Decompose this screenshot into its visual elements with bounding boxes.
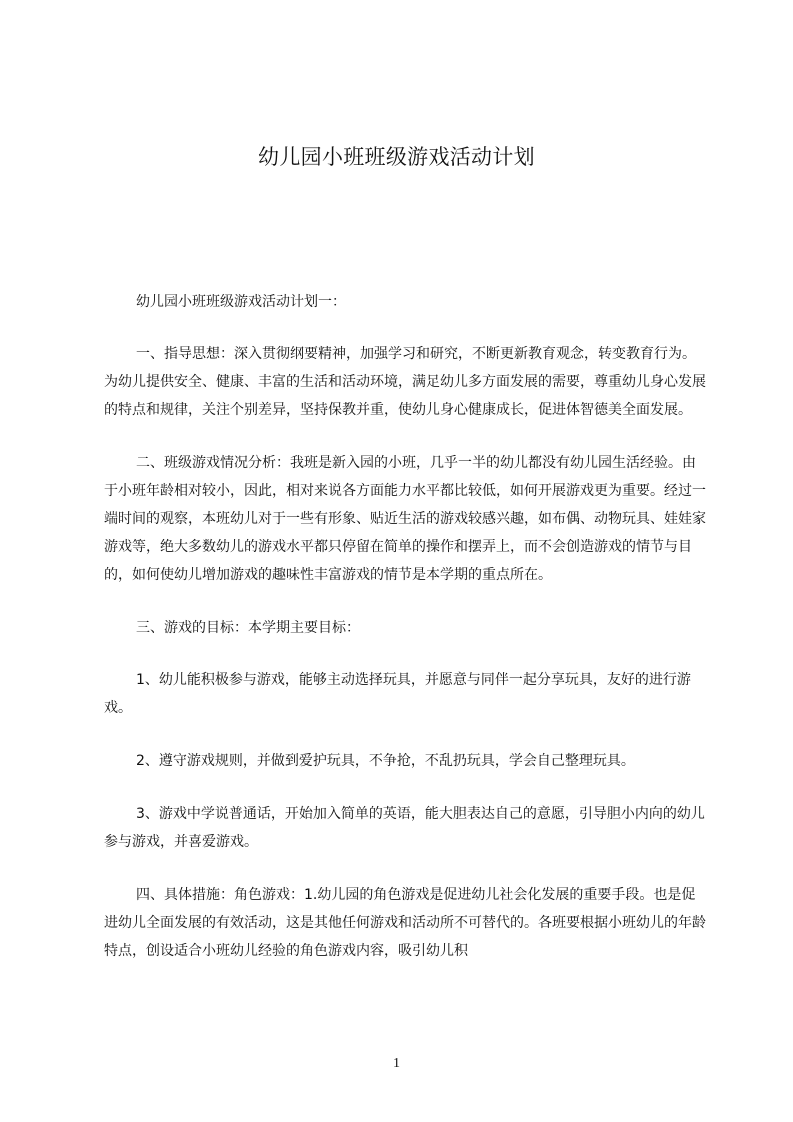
paragraph-guiding-thought: 一、指导思想：深入贯彻纲要精神，加强学习和研究，不断更新教育观念，转变教育行为。为幼儿提供安全、健康、丰富的生活和活动环境，满足幼儿多方面发展的需要，尊重幼儿身心发展的特点和规律，关注个别差异，坚持保教并重，使幼儿身心健康成长，促进体智德美全面发展。	[104, 346, 706, 418]
document-title: 幼儿园小班班级游戏活动计划	[258, 145, 535, 169]
page-number: 1	[393, 1056, 400, 1071]
paragraph-goal-2: 2、遵守游戏规则，并做到爱护玩具，不争抢，不乱扔玩具，学会自己整理玩具。	[136, 753, 635, 769]
paragraph-measures: 四、具体措施：角色游戏：1.幼儿园的角色游戏是促进幼儿社会化发展的重要手段。也是促进幼儿全面发展的有效活动，这是其他任何游戏和活动所不可替代的。各班要根据小班幼儿的年龄特点，创设适合小班幼儿经验的角色游戏内容，吸引幼儿积	[104, 887, 706, 959]
paragraph-plan-heading: 幼儿园小班班级游戏活动计划一：	[136, 294, 346, 310]
paragraph-goal-3: 3、游戏中学说普通话，开始加入简单的英语，能大胆表达自己的意愿，引导胆小内向的幼儿参与游戏，并喜爱游戏。	[104, 806, 705, 850]
paragraph-class-analysis: 二、班级游戏情况分析：我班是新入园的小班，几乎一半的幼儿都没有幼儿园生活经验。由于小班年龄相对较小，因此，相对来说各方面能力水平都比较低，如何开展游戏更为重要。经过一端时间的观察，本班幼儿对于一些有形象、贴近生活的游戏较感兴趣，如布偶、动物玩具、娃娃家游戏等，绝大多数幼儿的游戏水平都只停留在简单的操作和摆弄上，而不会创造游戏的情节与目的，如何使幼儿增加游戏的趣味性丰富游戏的情节是本学期的重点所在。	[104, 455, 706, 583]
paragraph-goal-1: 1、幼儿能积极参与游戏，能够主动选择玩具，并愿意与同伴一起分享玩具，友好的进行游戏。	[104, 672, 691, 716]
paragraph-goals-heading: 三、游戏的目标：本学期主要目标：	[136, 620, 360, 636]
document-body	[104, 288, 706, 990]
